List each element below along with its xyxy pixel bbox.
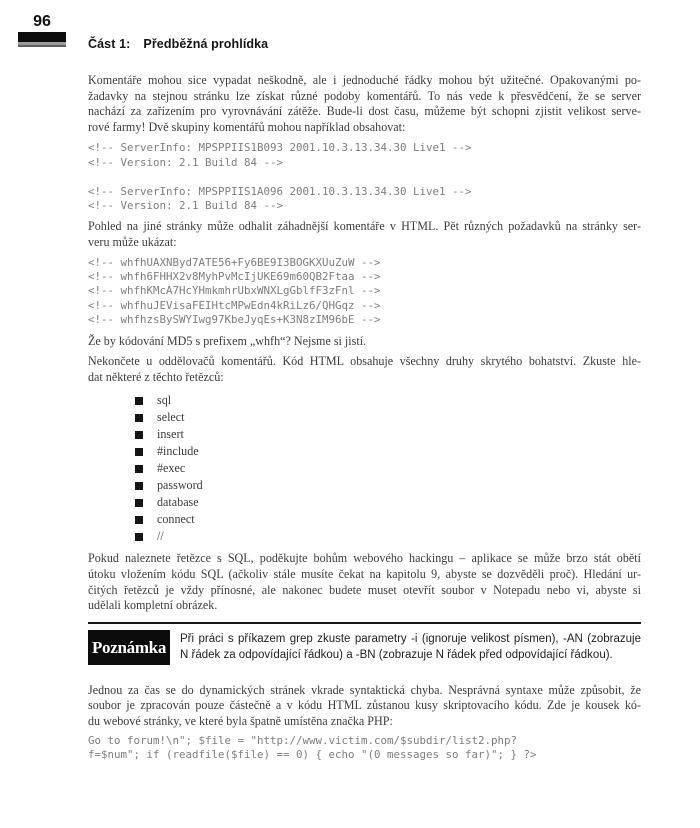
running-header <box>88 37 641 51</box>
square-bullet-icon <box>135 414 143 422</box>
paragraph-comments-intro: Komentáře mohou sice vypadat neškodně, ale i jednoduché řádky mohou být užitečné. Opakovanými po- žadavky na stejnou stránku lze získat různé podoby komentářů. To nás vede k přesvědčení, že se server nachází za zařízením pro vyrovnávání zátěže. Bude-li dost času, můžeme být schopni zjistit velikost serve- rové farmy! Dvě skupiny komentářů mohou například obsahovat: <box>88 73 641 134</box>
folio-black-bar <box>18 32 66 42</box>
square-bullet-icon <box>135 499 143 507</box>
list-item-label: connect <box>157 512 195 527</box>
list-item <box>88 528 641 545</box>
list-item-label: // <box>157 529 164 544</box>
list-item-label: #include <box>157 444 199 459</box>
list-item <box>88 409 641 426</box>
list-item-label: #exec <box>157 461 186 476</box>
list-item <box>88 477 641 494</box>
square-bullet-icon <box>135 465 143 473</box>
page-content <box>88 0 641 762</box>
list-item-label: insert <box>157 427 184 442</box>
paragraph-sql-strings: Pokud naleznete řetězce s SQL, poděkujte bohům webového hackingu – aplikace se může brzo stát obětí útoku vložením kódu SQL (ačkoliv stále musíte čekat na kapitolu 9, abyste se dozvěděli proč). Hledání ur- čitých řetězců je vždy přínosné, ale nakonec budete muset otevřít soubor v Notepadu nebo vi, abyste si udělali kompletní obrázek. <box>88 551 641 613</box>
page-number: 96 <box>33 13 51 30</box>
square-bullet-icon <box>135 482 143 490</box>
page-number-block <box>18 13 66 47</box>
note-label: Poznámka <box>88 630 170 665</box>
list-item-label: sql <box>157 393 172 408</box>
folio-gray-bar <box>18 42 66 47</box>
list-item <box>88 511 641 528</box>
paragraph-other-pages: Pohled na jiné stránky může odhalit záhadnější komentáře v HTML. Pět různých požadavků na stránky ser- veru může ukázat: <box>88 219 641 249</box>
list-item <box>88 392 641 409</box>
running-header-title: Předběžná prohlídka <box>143 37 269 51</box>
paragraph-syntax-error: Jednou za čas se do dynamických stránek vkrade syntaktická chyba. Nesprávná syntaxe může způsobit, že soubor je zpracován pouze částečně a v kódu HTML zůstanou kusy skriptovacího kódu. Zde je kousek kó- du webové stránky, ve které byla špatně umístěna značka PHP: <box>88 682 641 728</box>
code-block-php-snippet: Go to forum!\n"; $file = "http://www.victim.com/$subdir/list2.php? f=$num"; if (readfile($file) == 0) { echo "(0 messages so far)"; } ?> <box>88 733 537 761</box>
square-bullet-icon <box>135 516 143 524</box>
paragraph-hidden-strings: Nekončete u oddělovačů komentářů. Kód HTML obsahuje všechny druhy skrytého bohatství. Zkuste hle- dat některé z těchto řetězců: <box>88 354 641 384</box>
code-block-whfh-comments: <!-- whfhUAXNByd7ATE56+Fy6BE9I3BOGKXUuZuW --> <!-- whfh6FHHX2v8MyhPvMcIjUKE69m60QB2Ftaa --> <!-- whfhKMcA7HcYHmkmhrUbxWNXLgGblfF3zFnl --> <!-- whfhuJEVisaFEIHtcMPwEdn4kRiLz6/QHGqz --> <!-- whfhzsBySWYIwg97KbeJyqEs+K3N8zIM96bE --> <box>88 255 381 327</box>
square-bullet-icon <box>135 431 143 439</box>
running-header-part: Část 1: <box>88 37 131 51</box>
paragraph-md5-question: Že by kódování MD5 s prefixem „whfh“? Nejsme si jistí. <box>88 333 367 348</box>
square-bullet-icon <box>135 533 143 541</box>
note-text: Při práci s příkazem grep zkuste parametry -i (ignoruje velikost písmen), -AN (zobrazuje N řádek za odpovídající řádkou) a -BN (zobrazuje N řádek před odpovídající řádkou). <box>180 632 641 662</box>
code-block-serverinfo-comments: <!-- ServerInfo: MPSPPIIS1B093 2001.10.3.13.34.30 Live1 --> <!-- Version: 2.1 Build 84 --> <!-- ServerInfo: MPSPPIIS1A096 2001.10.3.13.34.30 Live1 --> <!-- Version: 2.1 Build 84 --> <box>88 141 472 212</box>
list-item <box>88 494 641 511</box>
square-bullet-icon <box>135 448 143 456</box>
list-item-label: password <box>157 478 203 493</box>
list-item <box>88 443 641 460</box>
list-item <box>88 426 641 443</box>
list-item-label: database <box>157 495 199 510</box>
note-box <box>88 622 641 665</box>
list-item-label: select <box>157 410 185 425</box>
search-strings-list <box>88 392 641 545</box>
square-bullet-icon <box>135 397 143 405</box>
list-item <box>88 460 641 477</box>
